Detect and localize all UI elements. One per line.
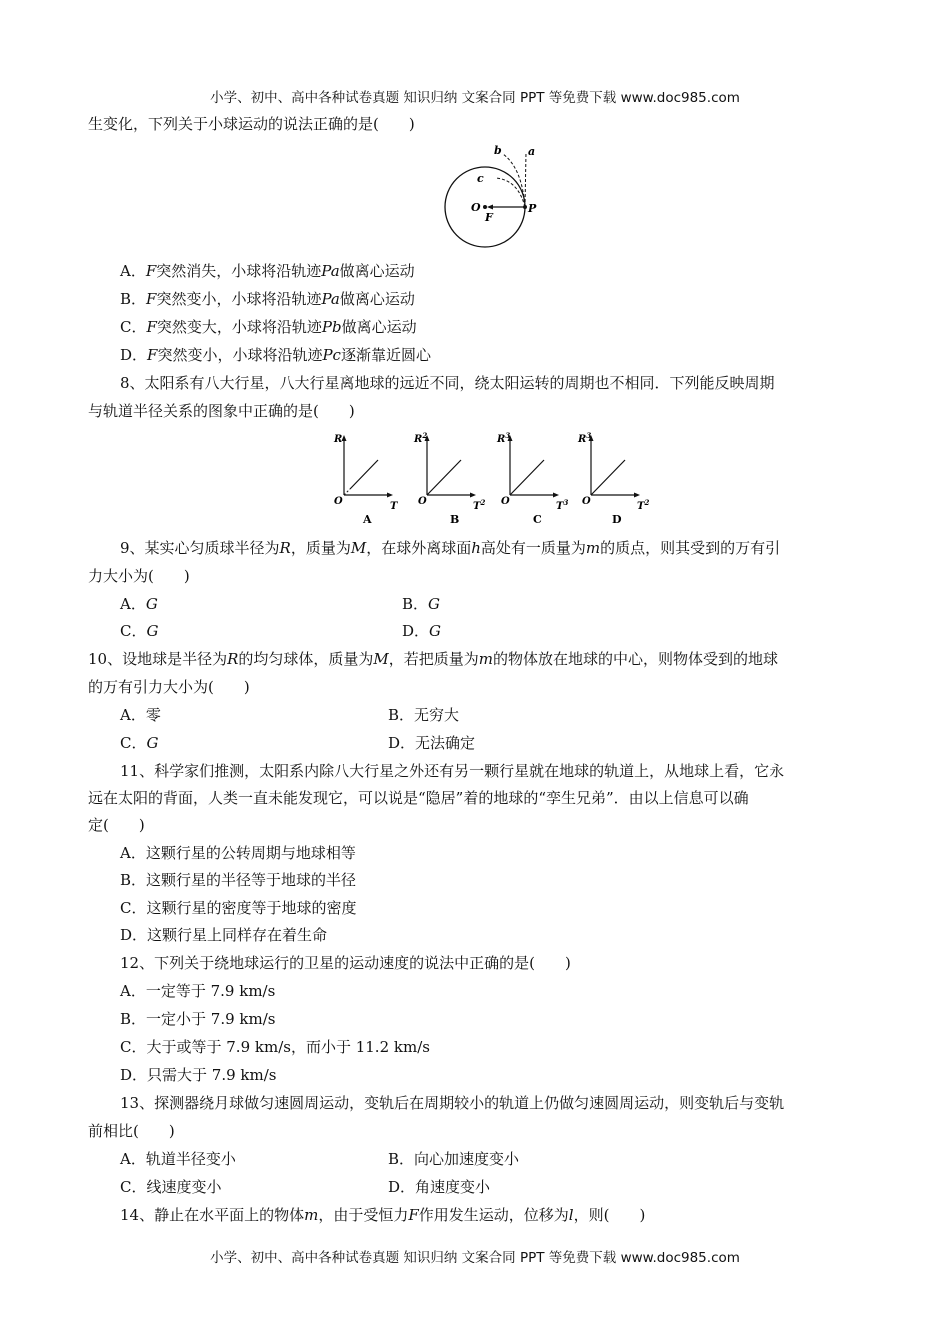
q12-option-d: D．只需大于 7.9 km/s [120,1066,277,1084]
q7-option-c: C．F突然变大，小球将沿轨迹Pb做离心运动 [120,318,417,336]
q13-stem-line1: 13、探测器绕月球做匀速圆周运动，变轨后在周期较小的轨道上仍做匀速圆周运动，则变轨后与变轨 [120,1094,785,1112]
q13-option-d: D．角速度变小 [388,1178,491,1196]
label-p: P [528,202,537,215]
q11-stem-line1: 11、科学家们推测，太阳系内除八大行星之外还有另一颗行星就在地球的轨道上，从地球上看，它永 [120,762,785,780]
q10-option-a: A．零 [120,706,161,724]
label-b: b [494,144,502,157]
q13-stem-line2: 前相比( ) [88,1122,175,1140]
q10-option-b: B．无穷大 [388,706,460,724]
path-a [525,152,526,207]
label-a: a [528,145,536,158]
page-header: 小学、初中、高中各种试卷真题 知识归纳 文案合同 PPT 等免费下载 www.doc985.com [210,90,740,106]
graph-c-y-label: $R^3$ [497,431,511,445]
q8-graphs [320,430,670,530]
q7-option-a: A．F突然消失，小球将沿轨迹Pa做离心运动 [120,262,415,280]
label-f: F [485,211,493,224]
q10-option-c: C．G [120,734,159,752]
graph-d-caption: D [612,513,622,526]
graph-c [496,431,568,526]
q7-option-d: D．F突然变小，小球将沿轨迹Pc逐渐靠近圆心 [120,346,431,364]
q8-stem-line2: 与轨道半径关系的图象中正确的是( ) [88,402,355,420]
graph-d [577,431,649,526]
graph-b-y-label: $R^2$ [414,431,428,445]
q13-option-a: A．轨道半径变小 [120,1150,236,1168]
q14-stem: 14、静止在水平面上的物体m，由于受恒力F作用发生运动，位移为l，则( ) [120,1206,646,1224]
q7-stem: 生变化，下列关于小球运动的说法正确的是( ) [88,115,415,133]
q9-option-b: B．G [402,595,441,613]
q11-stem-line3: 定( ) [88,816,145,834]
graph-d-y-label: $R^3$ [578,431,592,445]
graph-b-caption: B [450,513,460,526]
q11-option-b: B．这颗行星的半径等于地球的半径 [120,871,357,889]
q9-option-c: C．G [120,622,159,640]
q12-option-c: C．大于或等于 7.9 km/s，而小于 11.2 km/s [120,1038,430,1056]
graph-a [333,434,399,526]
q11-option-a: A．这颗行星的公转周期与地球相等 [120,844,356,862]
graph-c-origin: O [501,496,510,507]
q13-option-b: B．向心加速度变小 [388,1150,520,1168]
graph-a-x-label: T [390,501,398,512]
path-b [503,154,525,207]
q10-stem-line2: 的万有引力大小为( ) [88,678,250,696]
q11-option-c: C．这颗行星的密度等于地球的密度 [120,899,357,917]
q8-stem-line1: 8、太阳系有八大行星，八大行星离地球的远近不同，绕太阳运转的周期也不相同．下列能反映周期 [120,374,775,392]
graph-d-origin: O [582,496,591,507]
q9-stem-line2: 力大小为( ) [88,567,190,585]
graph-a-y-label: R [334,434,343,445]
label-o: O [471,201,481,214]
q12-option-a: A．一定等于 7.9 km/s [120,982,276,1000]
graph-a-origin: O [334,496,343,507]
graph-c-caption: C [533,513,542,526]
q9-option-a: A．G [120,595,158,613]
graph-d-x-label: $T^2$ [637,498,650,512]
path-c [496,178,525,207]
q7-option-b: B．F突然变小，小球将沿轨迹Pa做离心运动 [120,290,415,308]
q9-stem-line1: 9、某实心匀质球半径为R，质量为M，在球外离球面h高处有一质量为m的质点，则其受到的万有引 [120,539,781,557]
q13-option-c: C．线速度变小 [120,1178,222,1196]
graph-b-x-label: $T^2$ [473,498,486,512]
q9-option-d: D．G [402,622,442,640]
q11-stem-line2: 远在太阳的背面，人类一直未能发现它，可以说是“隐居”着的地球的“孪生兄弟”．由以上信息可以确 [88,789,749,807]
graph-a-caption: A [363,513,372,526]
graph-b-origin: O [418,496,427,507]
q10-option-d: D．无法确定 [388,734,476,752]
center-point [483,205,487,209]
q10-stem-line1: 10、设地球是半径为R的均匀球体，质量为M，若把质量为m的物体放在地球的中心，则物体受到的地球 [88,650,779,668]
q12-stem: 12、下列关于绕地球运行的卫星的运动速度的说法中正确的是( ) [120,954,571,972]
q7-circle-figure [430,140,560,258]
q12-option-b: B．一定小于 7.9 km/s [120,1010,276,1028]
graph-b [413,431,485,526]
graph-c-x-label: $T^3$ [556,498,569,512]
page-footer: 小学、初中、高中各种试卷真题 知识归纳 文案合同 PPT 等免费下载 www.doc985.com [210,1250,740,1266]
label-c: c [477,172,484,185]
q11-option-d: D．这颗行星上同样存在着生命 [120,926,328,944]
